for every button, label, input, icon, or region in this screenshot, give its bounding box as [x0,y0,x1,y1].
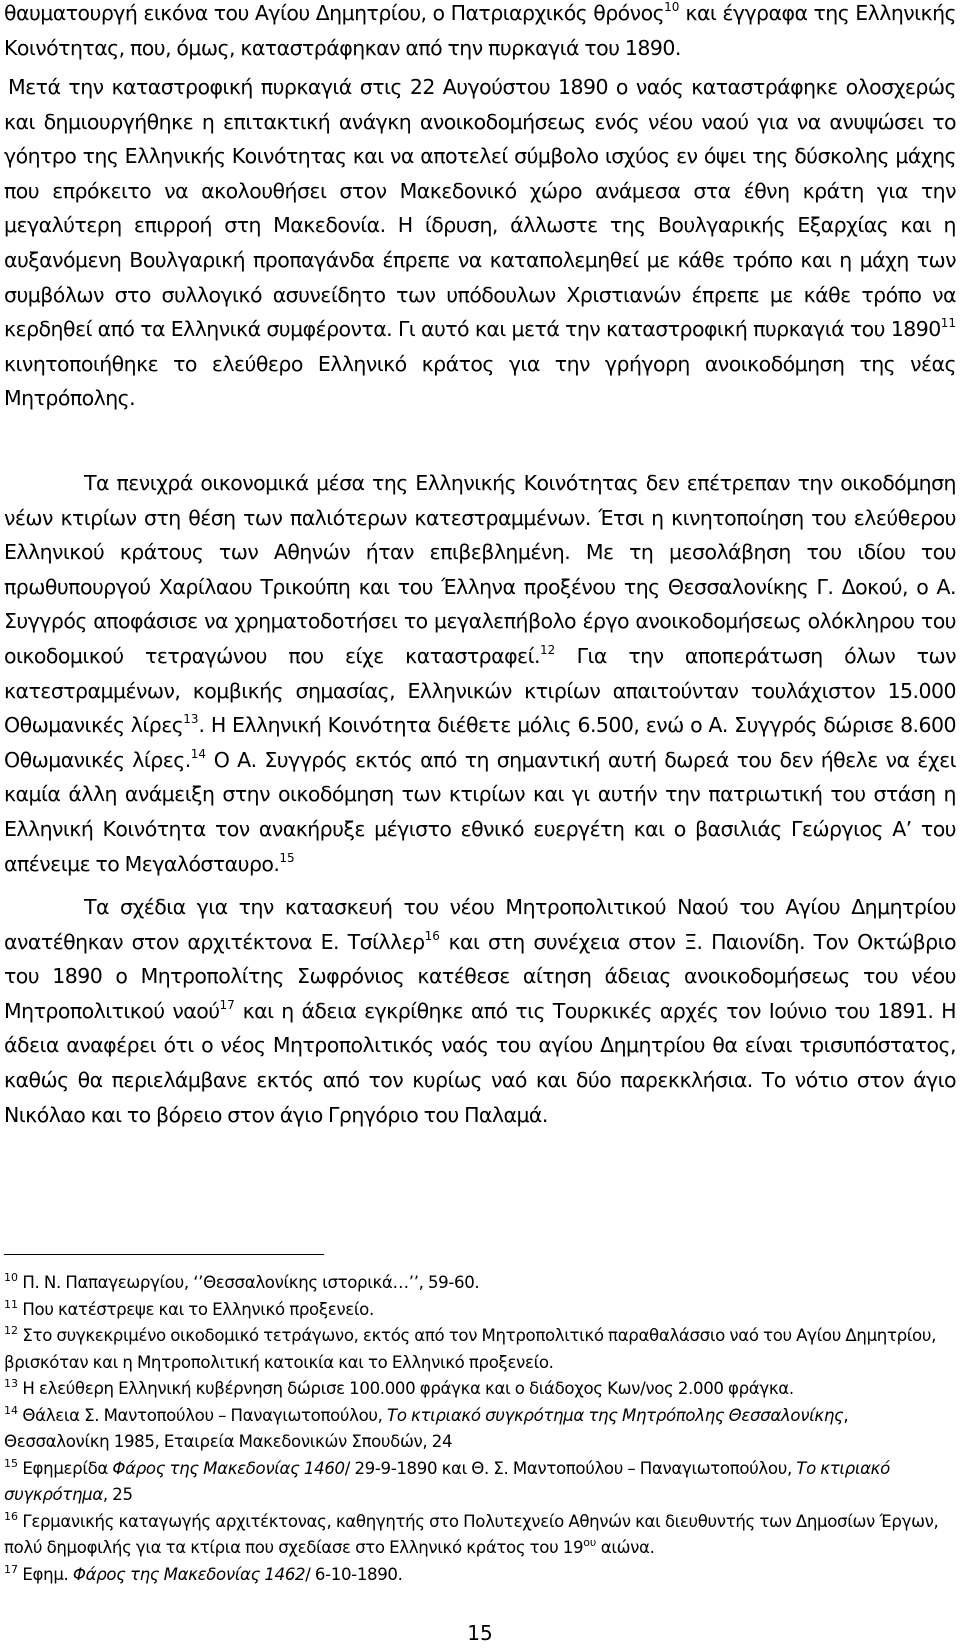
footnote-14: $^{14}$ Θάλεια Σ. Μαντοπούλου – Παναγιωτοπούλου, Το κτιριακό συγκρότημα της Μητρόπολης Θεσσαλονίκης, Θεσσαλονίκη 1985, Εταιρεία Μακεδονικών Σπουδών, 24 [4,1403,849,1451]
footnote-ref-17[interactable]: 17 [219,997,235,1012]
footnote-17: $^{17}$ Εφημ. Φάρος της Μακεδονίας 1462/ 6-10-1890. [4,1562,403,1584]
footnote-ref-10[interactable]: 10 [664,0,680,14]
footnote-ref-15[interactable]: 15 [279,850,295,865]
footnote-12: $^{12}$ Στο συγκεκριμένο οικοδομικό τετράγωνο, εκτός από τον Μητροπολιτικό παραθαλάσσιο ναό του Αγίου Δημητρίου, βρισκόταν και η Μητροπολιτική κατοικία και το Ελληνικό προξενείο. [4,1324,937,1372]
footnote-11: $^{11}$ Που κατέστρεψε και το Ελληνικό προξενείο. [4,1297,374,1319]
page-number: 15 [467,1621,493,1645]
footnote-ref-13[interactable]: 13 [183,712,199,727]
paragraph-3: Τα πενιχρά οικονομικά μέσα της Ελληνικής Κοινότητας δεν επέτρεπαν την οικοδόμηση νέων κτιρίων στη θέση των παλιότερων κατεστραμμένων. Έτσι η κινητοποίηση του ελεύθερου Ελληνικού κράτους των Αθηνών ήταν επιβεβλημένη. Με τη μεσολάβηση του ιδίου του πρωθυπουργού Χαρίλαου Τρικούπη και του Έλληνα προξένου της Θεσσαλονίκης Γ. Δοκού, ο Α. Συγγρός αποφάσισε να χρηματοδοτήσει το μεγαλεπήβολο έργο ανοικοδομήσεως ολόκληρου του οικοδομικού τετραγώνου που είχε καταστραφεί.$^{12}$ Για την αποπεράτωση όλων των κατεστραμμένων, κομβικής σημασίας, Ελληνικών κτιρίων απαιτούνταν τουλάχιστον 15.000 Οθωμανικές λίρες$^{13}$. Η Ελληνική Κοινότητα διέθετε μόλις 6.500, ενώ ο Α. Συγγρός δώρισε 8.600 Οθωμανικές λίρες.$^{14}$ Ο Α. Συγγρός εκτός από τη σημαντική αυτή δωρεά του δεν ήθελε να έχει καμία άλλη ανάμειξη στην οικοδόμηση των κτιρίων και γι αυτήν την πατριωτική του στάση η Ελληνική Κοινότητα τον ανακήρυξε μέγιστο εθνικό ευεργέτη και ο βασιλιάς Γεώργιος Α’ του απένειμε το Μεγαλόσταυρο.$^{15}$ [4,471,957,876]
footnotes [4,1270,956,1588]
footnote-13: $^{13}$ Η ελεύθερη Ελληνική κυβέρνηση δώρισε 100.000 φράγκα και ο διάδοχος Κων/νος 2.000 φράγκα. [4,1377,794,1398]
footnote-10: $^{10}$ Π. Ν. Παπαγεωργίου, ‘’Θεσσαλονίκης ιστορικά…’’, 59-60. [4,1271,480,1292]
footnote-separator [4,1254,324,1255]
paragraph-1: θαυματουργή εικόνα του Αγίου Δημητρίου, ο Πατριαρχικός θρόνος$^{10}$ και έγγραφα της Ελληνικής Κοινότητας, που, όμως, καταστράφηκαν από την πυρκαγιά του 1890. [4,0,957,60]
paragraph-2: Μετά την καταστροφική πυρκαγιά στις 22 Αυγούστου 1890 ο ναός καταστράφηκε ολοσχερώς και δημιουργήθηκε η επιτακτική ανάγκη ανοικοδομήσεως ενός νέου ναού για να ανυψώσει το γόητρο της Ελληνικής Κοινότητας και να αποτελεί σύμβολο ισχύος εν όψει της δύσκολης μάχης που επρόκειτο να ακολουθήσει στον Μακεδονικό χώρο ανάμεσα στα έθνη κράτη για την μεγαλύτερη επιρροή στη Μακεδονία. Η ίδρυση, άλλωστε της Βουλγαρικής Εξαρχίας και η αυξανόμενη Βουλγαρική προπαγάνδα έπρεπε να καταπολεμηθεί με κάθε τρόπο και η μάχη των συμβόλων στο συλλογικό ασυνείδητο των υπόδουλων Χριστιανών έπρεπε με κάθε τρόπο να κερδηθεί από τα Ελληνικά συμφέροντα. Γι αυτό και μετά την καταστροφική πυρκαγιά του 1890$^{11}$ κινητοποιήθηκε το ελεύθερο Ελληνικό κράτος για την γρήγορη ανοικοδόμηση της νέας Μητρόπολης. [4,75,956,411]
footnote-15: $^{15}$ Εφημερίδα Φάρος της Μακεδονίας 1460/ 29-9-1890 και Θ. Σ. Μαντοπούλου – Παναγιωτοπούλου, Το κτιριακό συγκρότημα, 25 [4,1456,890,1504]
footnote-ref-12[interactable]: 12 [539,642,556,657]
paragraph-4: Τα σχέδια για την κατασκευή του νέου Μητροπολιτικού Ναού του Αγίου Δημητρίου ανατέθηκαν στον αρχιτέκτονα Ε. Τσίλλερ$^{16}$ και στη συνέχεια στον Ξ. Παιονίδη. Τον Οκτώβριο του 1890 ο Μητροπολίτης Σωφρόνιος κατέθεσε αίτηση άδειας ανοικοδομήσεως του νέου Μητροπολιτικού ναού$^{17}$ και η άδεια εγκρίθηκε από τις Τουρκικές αρχές τον Ιούνιο του 1891. Η άδεια αναφέρει ότι ο νέος Μητροπολιτικός ναός του αγίου Δημητρίου θα είναι τρισυπόστατος, καθώς θα περιελάμβανε εκτός από τον κυρίως ναό και δύο παρεκκλήσια. Το νότιο στον άγιο Νικόλαο και το βόρειο στον άγιο Γρηγόριο του Παλαμά. [4,895,956,1127]
footnote-ref-11[interactable]: 11 [940,316,956,331]
footnote-ref-16[interactable]: 16 [424,928,440,943]
footnote-16: $^{16}$ Γερμανικής καταγωγής αρχιτέκτονας, καθηγητής στο Πολυτεχνείο Αθηνών και διευθυντής των Δημοσίων Έργων, πολύ δημοφιλής για τα κτίρια που σχεδίασε στο Ελληνικό κράτος του $19^{o\upsilon}$ αιώνα. [4,1509,939,1557]
footnote-ref-14[interactable]: 14 [190,746,206,761]
